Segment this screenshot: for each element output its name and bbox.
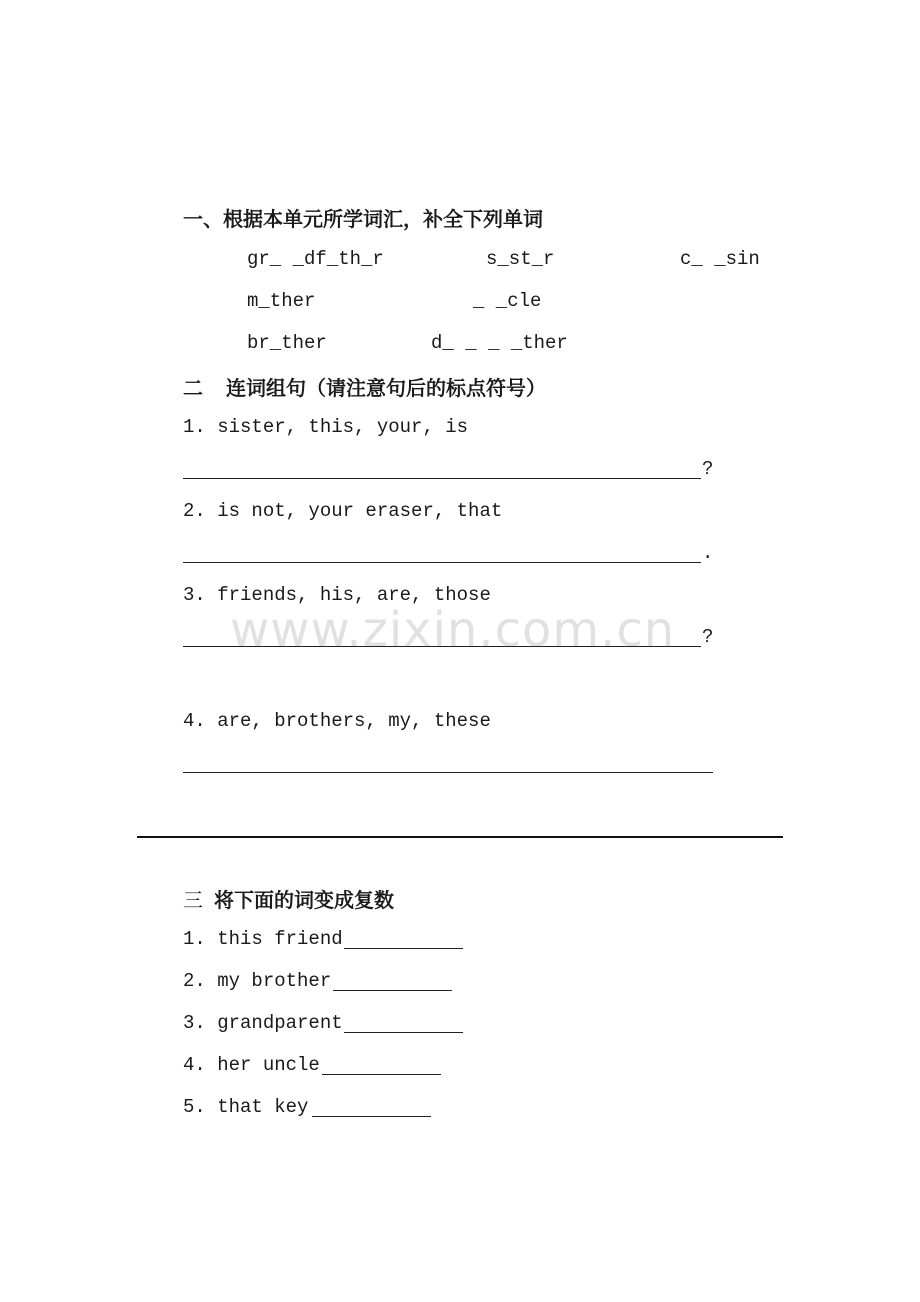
answer-line[interactable] [312, 1116, 431, 1117]
fill-word: m_ther [247, 290, 316, 312]
plural-item: 1. this friend [183, 928, 343, 950]
end-punctuation: . [702, 542, 714, 564]
fill-word: d_ _ _ _ther [431, 332, 568, 354]
watermark: www.zixin.com.cn [230, 602, 676, 658]
section2-heading-number: 二 [183, 376, 203, 400]
sentence-prompt: 3. friends, his, are, those [183, 584, 491, 606]
answer-line[interactable] [183, 478, 701, 479]
plural-item: 4. her uncle [183, 1054, 320, 1076]
answer-line[interactable] [344, 1032, 463, 1033]
answer-line[interactable] [183, 772, 713, 773]
section3-heading: 将下面的词变成复数 [214, 888, 394, 912]
fill-word: br_ther [247, 332, 327, 354]
end-punctuation: ? [702, 626, 714, 648]
fill-word: gr_ _df_th_r [247, 248, 384, 270]
sentence-prompt: 1. sister, this, your, is [183, 416, 469, 438]
section2-heading: 连词组句（请注意句后的标点符号） [226, 376, 546, 400]
fill-word: c_ _sin [680, 248, 760, 270]
section1-heading: 一、根据本单元所学词汇，补全下列单词 [183, 207, 543, 231]
answer-line[interactable] [322, 1074, 441, 1075]
section-divider [137, 836, 783, 838]
answer-line[interactable] [183, 646, 701, 647]
answer-line[interactable] [333, 990, 452, 991]
sentence-prompt: 4. are, brothers, my, these [183, 710, 491, 732]
fill-word: _ _cle [473, 290, 542, 312]
plural-item: 3. grandparent [183, 1012, 343, 1034]
fill-word: s_st_r [486, 248, 555, 270]
end-punctuation: ? [702, 458, 714, 480]
sentence-prompt: 2. is not, your eraser, that [183, 500, 503, 522]
answer-line[interactable] [344, 948, 463, 949]
plural-item: 2. my brother [183, 970, 332, 992]
answer-line[interactable] [183, 562, 701, 563]
plural-item: 5. that key [183, 1096, 309, 1118]
section3-heading-number: 三 [183, 888, 203, 912]
